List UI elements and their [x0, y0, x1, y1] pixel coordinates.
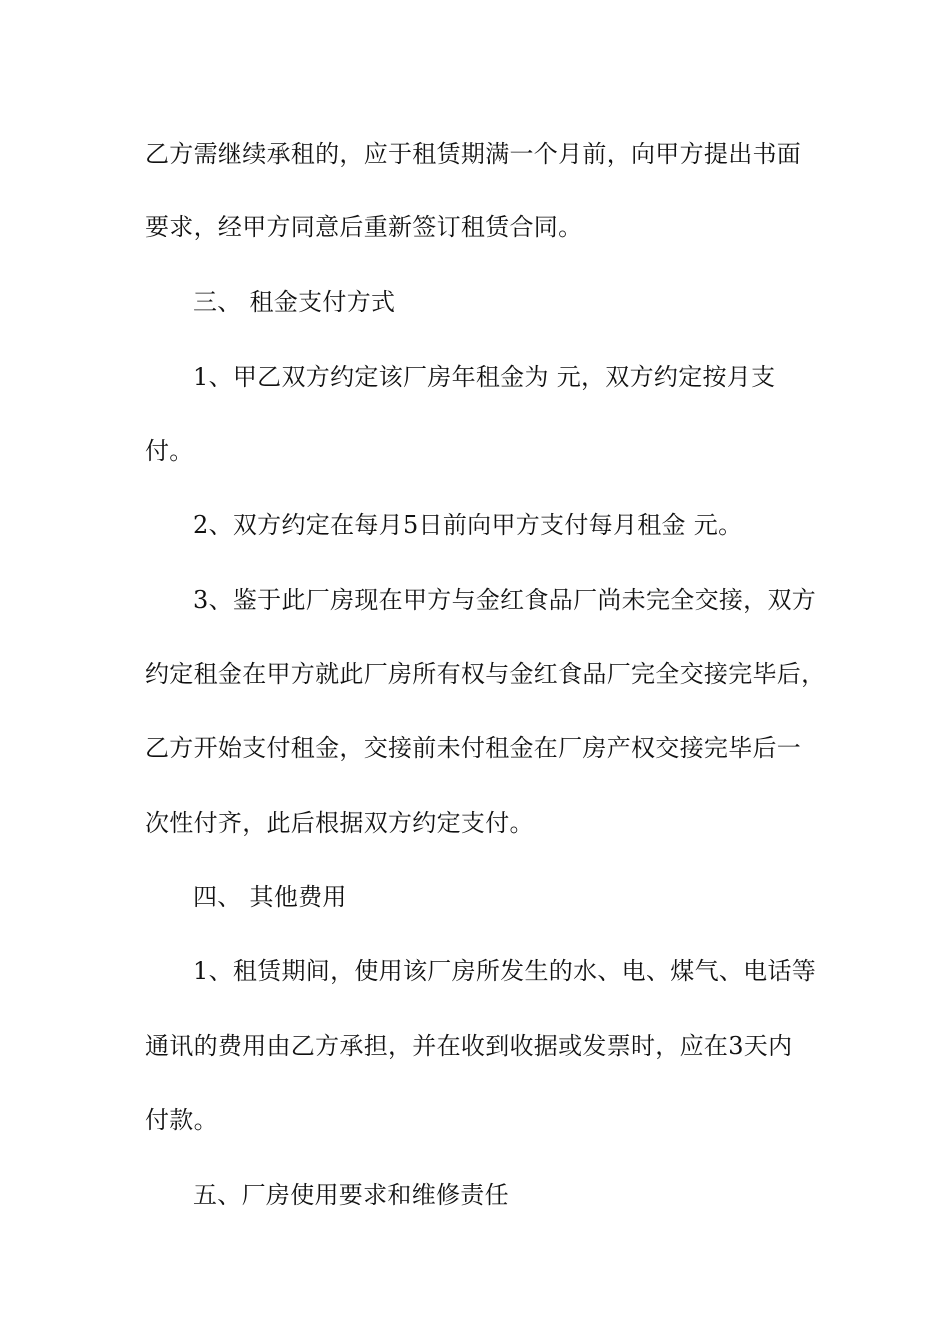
- paragraph-line: 1、甲乙双方约定该厂房年租金为 元，双方约定按月支: [193, 363, 776, 391]
- section-heading: 三、 租金支付方式: [193, 288, 396, 316]
- paragraph-line: 约定租金在甲方就此厂房所有权与金红食品厂完全交接完毕后，: [145, 660, 826, 688]
- paragraph-line: 次性付齐，此后根据双方约定支付。: [145, 809, 534, 837]
- section-heading: 四、 其他费用: [193, 883, 347, 911]
- paragraph-line: 1、租赁期间，使用该厂房所发生的水、电、煤气、电话等: [193, 957, 817, 985]
- paragraph-line: 乙方开始支付租金，交接前未付租金在厂房产权交接完毕后一: [145, 734, 802, 762]
- paragraph-line: 2、双方约定在每月5日前向甲方支付每月租金 元。: [193, 511, 743, 539]
- section-heading: 五、厂房使用要求和维修责任: [193, 1181, 509, 1209]
- paragraph-line: 通讯的费用由乙方承担，并在收到收据或发票时，应在3天内: [145, 1032, 793, 1060]
- paragraph-line: 3、鉴于此厂房现在甲方与金红食品厂尚未完全交接，双方: [193, 586, 817, 614]
- paragraph-line: 要求，经甲方同意后重新签订租赁合同。: [145, 213, 583, 241]
- paragraph-line: 付。: [145, 437, 194, 465]
- paragraph-line: 付款。: [145, 1106, 218, 1134]
- paragraph-line: 乙方需继续承租的，应于租赁期满一个月前，向甲方提出书面: [145, 140, 802, 168]
